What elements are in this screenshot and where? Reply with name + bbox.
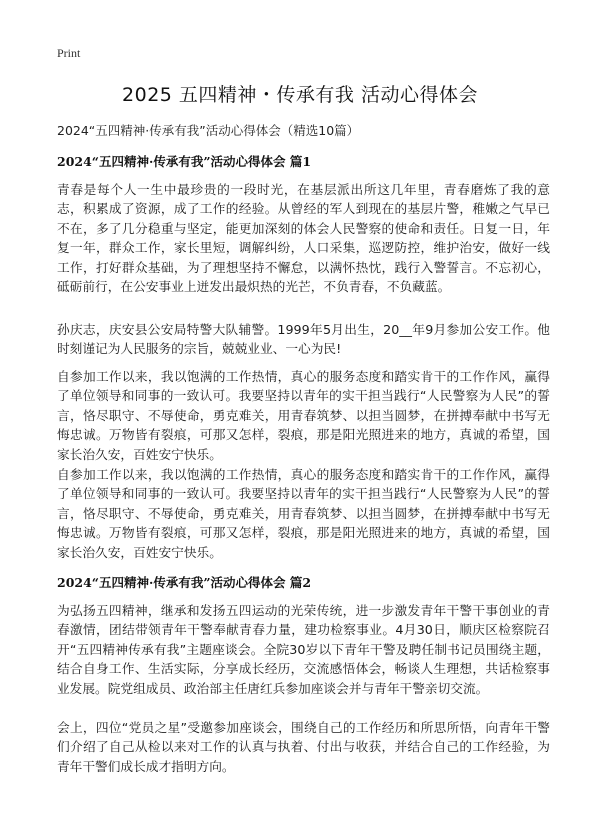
paragraph: 孙庆志，庆安县公安局特警大队辅警。1999年5月出生，20__年9月参加公安工作。他时刻谨记为人民服务的宗旨，兢兢业业、一心为民!	[57, 322, 550, 357]
print-label: Print	[57, 46, 81, 60]
paragraph: 会上，四位“党员之星”受邀参加座谈会，围绕自己的工作经历和所思所悟，向青年干警们介绍了自己从检以来对工作的认真与执着、付出与收获，并结合自己的工作经验，为青年干警们成长成才指明方向。	[57, 720, 550, 774]
paragraph: 青春是每个人一生中最珍贵的一段时光，在基层派出所这几年里，青春磨炼了我的意志，积累成了资源，成了工作的经验。从曾经的军人到现在的基层片警，稚嫩之气早已不在，多了几分稳重与坚定，能更加深刻的体会人民警察的使命和责任。日复一日，年复一年，群众工作，家长里短，调解纠纷，人口采集，巡逻防控，维护治安，做好一线工作，打好群众基础，为了理想坚持不懈怠，以满怀热忱，践行入警誓言。不忘初心，砥砺前行，在公安事业上迸发出最炽热的光芒，不负青春，不负藏蓝。	[57, 182, 550, 295]
page-title: 2025 五四精神・传承有我 活动心得体会	[122, 84, 478, 106]
section-heading-1: 2024“五四精神·传承有我”活动心得体会 篇1	[57, 154, 312, 169]
paragraph: 自参加工作以来，我以饱满的工作热情，真心的服务态度和踏实肯干的工作作风，赢得了单位领导和同事的一致认可。我要坚持以青年的实干担当践行“人民警察为人民”的誓言，恪尽职守、不辱使命，勇克难关，用青春筑梦、以担当圆梦，在拼搏奉献中书写无悔忠诚。万物皆有裂痕，可那又怎样，裂痕，那是阳光照进来的地方，真诚的希望，国家长治久安，百姓安宁快乐。	[57, 467, 550, 560]
paragraph: 为弘扬五四精神，继承和发扬五四运动的光荣传统，进一步激发青年干警干事创业的青春激情，团结带领青年干警奉献青春力量，建功检察事业。4月30日，顺庆区检察院召开“五四精神传承有我”主题座谈会。全院30岁以下青年干警及聘任制书记员围绕主题，结合自身工作、生活实际，分享成长经历，交流感悟体会，畅谈人生理想，共话检察事业发展。院党组成员、政治部主任唐红兵参加座谈会并与青年干警亲切交流。	[57, 603, 550, 696]
section-heading-2: 2024“五四精神·传承有我”活动心得体会 篇2	[57, 575, 312, 590]
document-subtitle: 2024“五四精神·传承有我”活动心得体会（精选10篇）	[57, 123, 360, 138]
paragraph: 自参加工作以来，我以饱满的工作热情，真心的服务态度和踏实肯干的工作作风，赢得了单位领导和同事的一致认可。我要坚持以青年的实干担当践行“人民警察为人民”的誓言，恪尽职守、不辱使命，勇克难关，用青春筑梦、以担当圆梦，在拼搏奉献中书写无悔忠诚。万物皆有裂痕，可那又怎样，裂痕，那是阳光照进来的地方，真诚的希望，国家长治久安，百姓安宁快乐。	[57, 369, 550, 462]
